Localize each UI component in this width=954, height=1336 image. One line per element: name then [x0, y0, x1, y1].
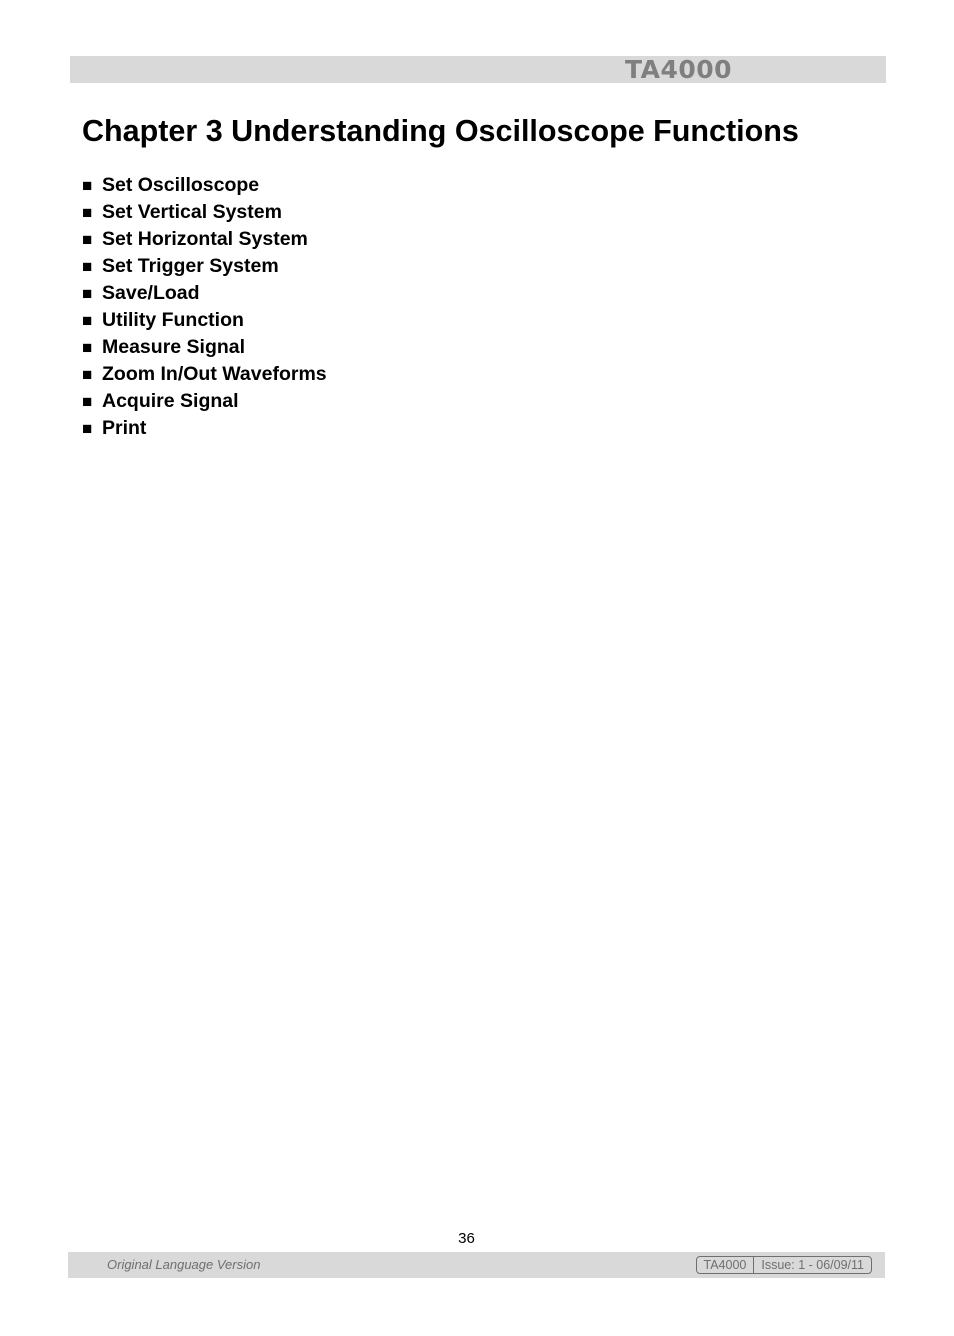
list-item-label: Set Horizontal System [102, 228, 308, 250]
square-bullet-icon: ■ [82, 257, 93, 276]
list-item [82, 199, 327, 226]
footer-document-info [696, 1256, 872, 1274]
square-bullet-icon: ■ [82, 203, 93, 222]
square-bullet-icon: ■ [82, 284, 93, 303]
page-number: 36 [458, 1230, 475, 1247]
footer-bar [68, 1252, 885, 1278]
list-item [82, 361, 327, 388]
list-item [82, 226, 327, 253]
header-bar [70, 56, 886, 83]
list-item-label: Set Vertical System [102, 201, 282, 223]
footer-version-label: Original Language Version [107, 1257, 261, 1272]
square-bullet-icon: ■ [82, 338, 93, 357]
footer-issue-date: Issue: 1 - 06/09/11 [761, 1258, 864, 1272]
square-bullet-icon: ■ [82, 365, 93, 384]
list-item-label: Set Oscilloscope [102, 174, 260, 196]
list-item [82, 415, 327, 442]
list-item-label: Set Trigger System [102, 255, 279, 277]
list-item-label: Measure Signal [102, 336, 246, 358]
list-item [82, 253, 327, 280]
square-bullet-icon: ■ [82, 419, 93, 438]
header-model-name: TA4000 [625, 55, 733, 84]
section-list [82, 172, 327, 442]
list-item [82, 307, 327, 334]
square-bullet-icon: ■ [82, 230, 93, 249]
list-item [82, 334, 327, 361]
list-item-label: Save/Load [102, 282, 200, 304]
square-bullet-icon: ■ [82, 176, 93, 195]
footer-model-name: TA4000 [703, 1258, 747, 1272]
chapter-title: Chapter 3 Understanding Oscilloscope Functions [82, 114, 799, 148]
square-bullet-icon: ■ [82, 311, 93, 330]
square-bullet-icon: ■ [82, 392, 93, 411]
list-item-label: Print [102, 417, 147, 439]
list-item [82, 388, 327, 415]
list-item-label: Acquire Signal [102, 390, 239, 412]
list-item [82, 172, 327, 199]
list-item-label: Zoom In/Out Waveforms [102, 363, 327, 385]
list-item [82, 280, 327, 307]
list-item-label: Utility Function [102, 309, 244, 331]
